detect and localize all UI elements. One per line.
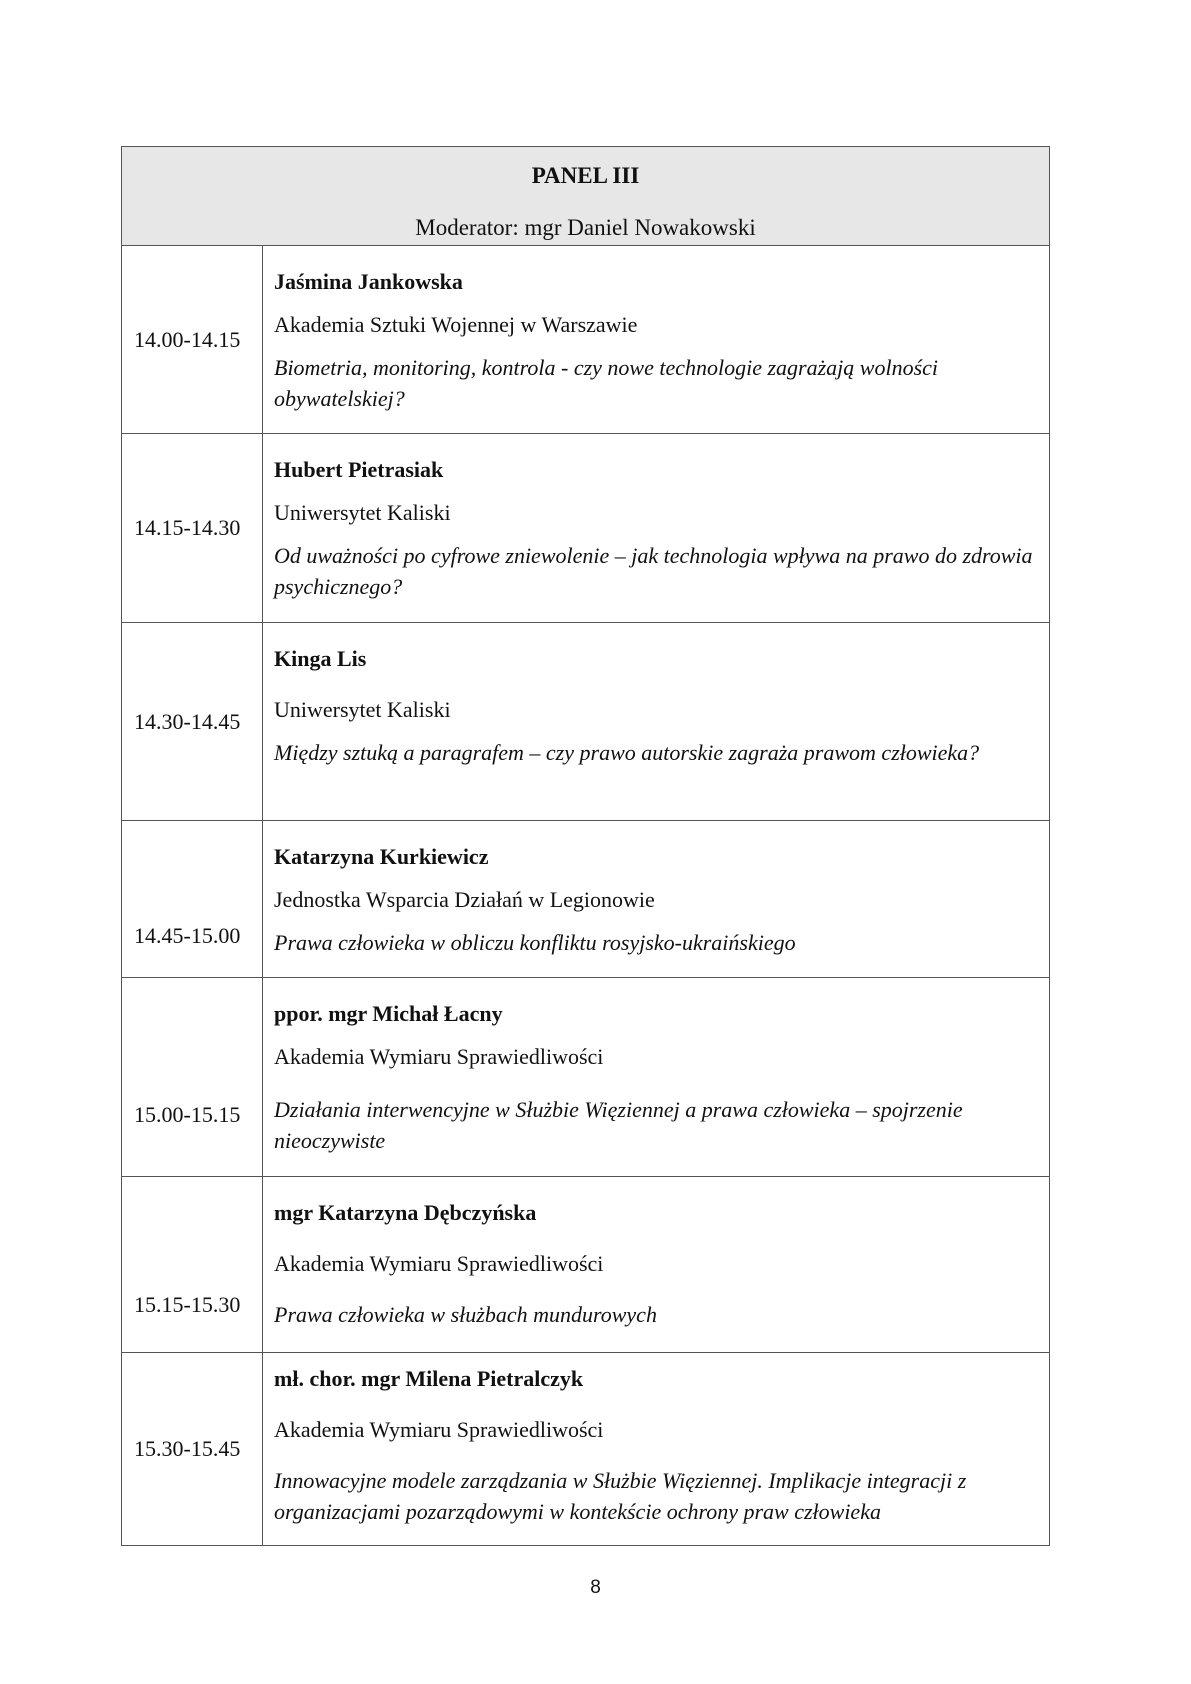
session-time: 14.00-14.15 bbox=[122, 246, 263, 434]
panel-header-cell bbox=[122, 147, 1050, 246]
session-affiliation: Akademia Wymiaru Sprawiedliwości bbox=[274, 1250, 604, 1276]
session-info bbox=[263, 246, 1050, 434]
session-info bbox=[263, 623, 1050, 821]
session-affiliation: Akademia Sztuki Wojennej w Warszawie bbox=[274, 311, 638, 337]
session-speaker: Jaśmina Jankowska bbox=[274, 269, 463, 294]
session-info bbox=[263, 434, 1050, 623]
session-affiliation: Akademia Wymiaru Sprawiedliwości bbox=[274, 1416, 604, 1442]
session-row bbox=[122, 434, 1050, 623]
panel-moderator: Moderator: mgr Daniel Nowakowski bbox=[415, 214, 756, 240]
session-affiliation: Uniwersytet Kaliski bbox=[274, 499, 451, 525]
session-time: 14.45-15.00 bbox=[122, 821, 263, 978]
session-topic: Między sztuką a paragrafem – czy prawo autorskie zagraża prawom człowieka? bbox=[274, 740, 980, 766]
session-time: 14.30-14.45 bbox=[122, 623, 263, 821]
schedule-table bbox=[121, 146, 1050, 1546]
session-topic: Innowacyjne modele zarządzania w Służbie Więziennej. Implikacje integracji z organizacjami pozarządowymi w kontekście ochrony praw człowieka bbox=[274, 1468, 967, 1524]
session-info bbox=[263, 1353, 1050, 1546]
session-speaker: Hubert Pietrasiak bbox=[274, 457, 444, 482]
panel-header-row bbox=[122, 147, 1050, 246]
panel-title: PANEL III bbox=[531, 163, 640, 188]
session-speaker: mł. chor. mgr Milena Pietralczyk bbox=[274, 1366, 584, 1391]
session-topic: Biometria, monitoring, kontrola - czy nowe technologie zagrażają wolności obywatelskiej? bbox=[274, 355, 939, 411]
session-row bbox=[122, 978, 1050, 1177]
session-info bbox=[263, 1177, 1050, 1353]
session-info bbox=[263, 978, 1050, 1177]
session-row bbox=[122, 623, 1050, 821]
session-affiliation: Jednostka Wsparcia Działań w Legionowie bbox=[274, 886, 655, 912]
session-speaker: Kinga Lis bbox=[274, 646, 367, 671]
session-speaker: mgr Katarzyna Dębczyńska bbox=[274, 1200, 537, 1225]
session-topic: Prawa człowieka w służbach mundurowych bbox=[274, 1302, 657, 1328]
session-time: 15.00-15.15 bbox=[122, 978, 263, 1177]
session-row bbox=[122, 246, 1050, 434]
session-row bbox=[122, 1353, 1050, 1546]
session-topic: Prawa człowieka w obliczu konfliktu rosyjsko-ukraińskiego bbox=[274, 930, 796, 956]
session-topic: Działania interwencyjne w Służbie Więziennej a prawa człowieka – spojrzenie nieoczywiste bbox=[274, 1097, 963, 1153]
session-topic: Od uważności po cyfrowe zniewolenie – jak technologia wpływa na prawo do zdrowia psychicznego? bbox=[274, 543, 1033, 599]
session-info bbox=[263, 821, 1050, 978]
session-time: 15.30-15.45 bbox=[122, 1353, 263, 1546]
session-time: 15.15-15.30 bbox=[122, 1177, 263, 1353]
session-speaker: ppor. mgr Michał Łacny bbox=[274, 1001, 503, 1026]
session-row bbox=[122, 821, 1050, 978]
page-number: 8 bbox=[590, 1577, 601, 1598]
session-row bbox=[122, 1177, 1050, 1353]
session-time: 14.15-14.30 bbox=[122, 434, 263, 623]
session-affiliation: Akademia Wymiaru Sprawiedliwości bbox=[274, 1043, 604, 1069]
session-speaker: Katarzyna Kurkiewicz bbox=[274, 844, 489, 869]
session-affiliation: Uniwersytet Kaliski bbox=[274, 696, 451, 722]
